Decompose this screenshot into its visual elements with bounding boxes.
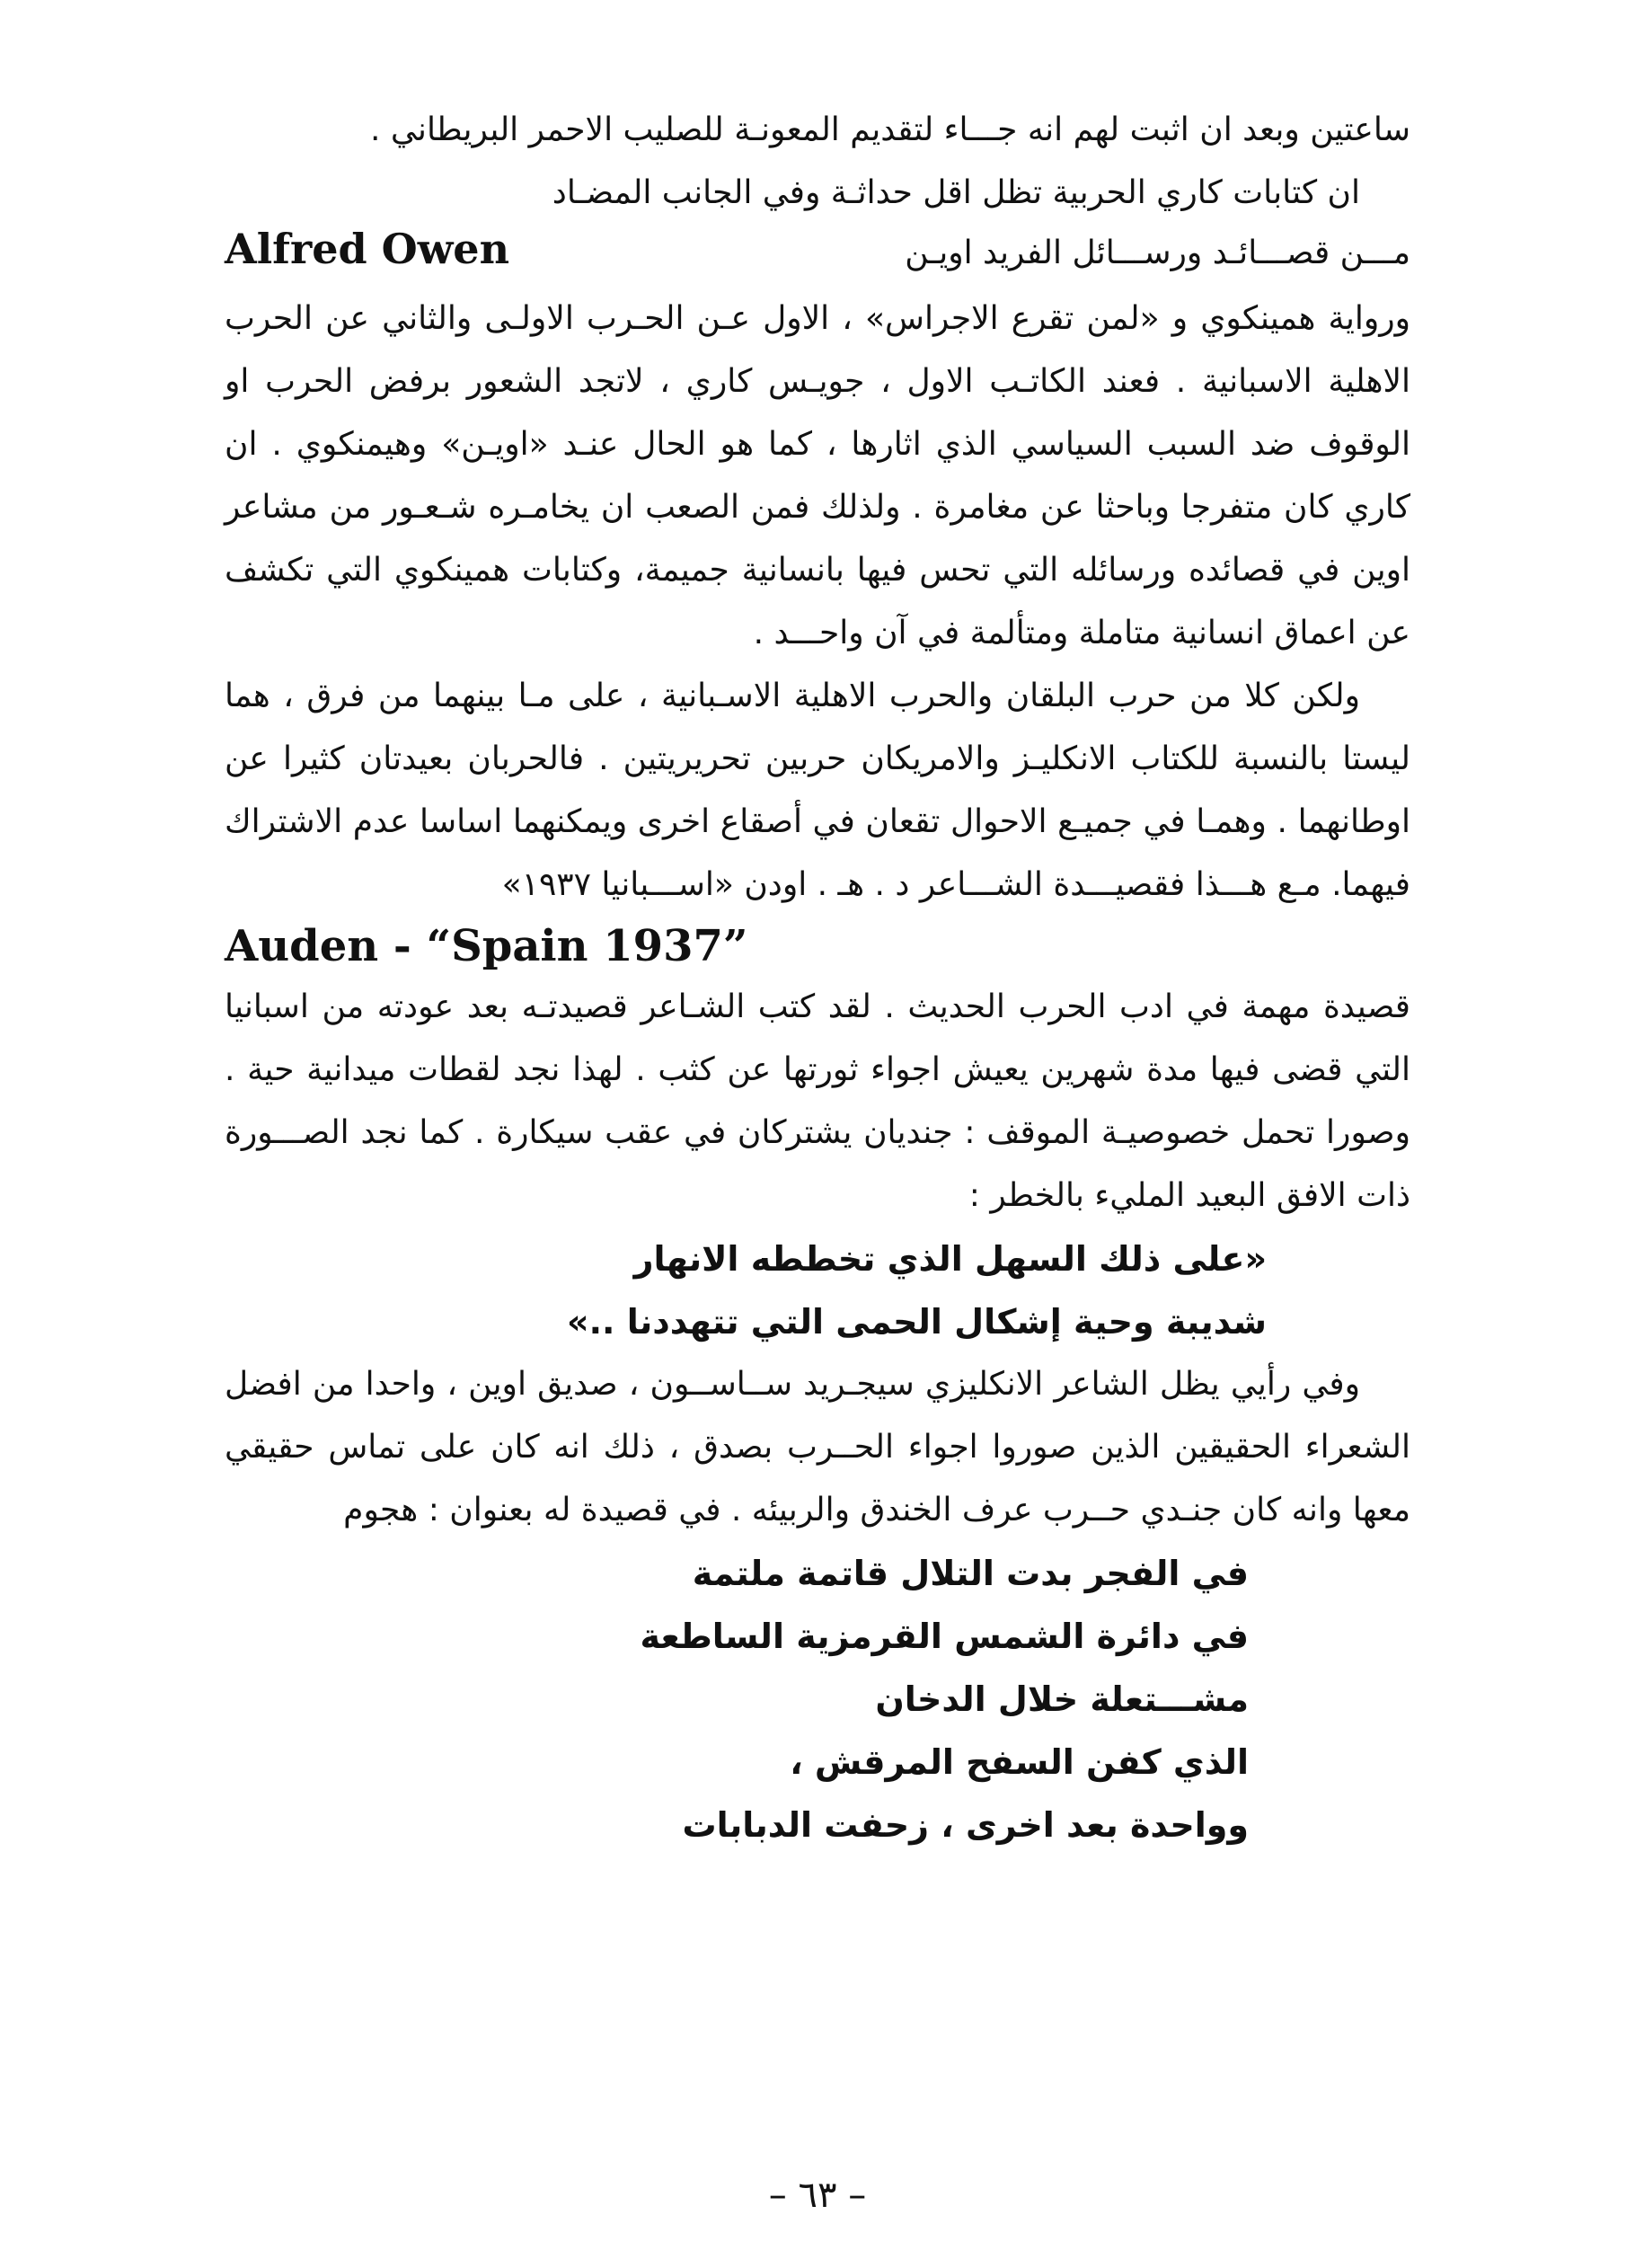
paragraph-cary-line1: ان كتابات كاري الحربية تظل اقل حداثـة وفي الجانب المضـاد [552,174,1360,211]
poem-line-5: وواحدة بعد اخرى ، زحفت الدبابات [682,1805,1249,1845]
poem-line-1: في الفجر بدت التلال قاتمة ملتمة [692,1554,1249,1593]
poem-line-2: في دائرة الشمس القرمزية الساطعة [640,1617,1249,1656]
quote-line-2: شديبة وحية إشكال الحمى التي تتهددنا ..» [567,1302,1267,1342]
document-page [225,99,1410,2166]
poem-line-3: مشـــتعلة خلال الدخان [875,1679,1249,1719]
paragraph-balkan-spain: ولكن كلا من حرب البلقان والحرب الاهلية الاسـبانية ، على مـا بينهما من فرق ، هما ليستا بالنسبة للكتاب الانكليـز والامريكان حربين تحريريتين . فالحربان بعيدتان كثيرا عن اوطانهما . وهمـا في جميـع الاحوال تقعان في أصقاع اخرى ويمكنهما اساسا عدم الاشتراك فيهما. مـع هـــذا فقصيـــدة الشـــاعر د . هـ . اودن «اســـبانيا ۱۹۳۷» [225,678,1410,903]
owen-poems-text: مـــن قصـــائـد ورســـائل الفريد اويـن [905,235,1410,271]
paragraph-sassoon: وفي رأيي يظل الشاعر الانكليزي سيجـريد ســاســون ، صديق اوين ، واحدا من افضل الشعراء الحقيقين الذين صوروا اجواء الحــرب بصدق ، ذلك انه كان على تماس حقيقي معها وانه كان جنـدي حــرب عرف الخندق والربيئه . في قصيدة له بعنوان : هجوم [225,1366,1410,1528]
paragraph-auden-poem: قصيدة مهمة في ادب الحرب الحديث . لقد كتب الشـاعر قصيدتـه بعد عودته من اسبانيا التي قضى فيها مدة شهرين يعيش اجواء ثورتها عن كثب . لهذا نجد لقطات ميدانية حية . وصورا تحمل خصوصيـة الموقف : جنديان يشتركان في عقب سيكارة . كما نجد الصـــورة ذات الافق البعيد المليء بالخطر : [225,988,1410,1214]
paragraph-cary-hemingway: ورواية همينكوي و «لمن تقرع الاجراس» ، الاول عـن الحـرب الاولـى والثاني عن الحرب الاهلية الاسبانية . فعند الكاتـب الاول ، جويـس كاري ، لاتجد الشعور برفض الحرب او الوقوف ضد السبب السياسي الذي اثارها ، كما هو الحال عنـد «اويـن» وهيمنكوي . ان كاري كان متفرجا وباحثا عن مغامرة . ولذلك فمن الصعب ان يخامـره شـعـور من مشاعر اوين في قصائده ورسائله التي تحس فيها بانسانية جميمة، وكتابات همينكوي التي تكشف عن اعماق انسانية متاملة ومتألمة في آن واحـــد . [225,300,1410,651]
quote-line-1: «على ذلك السهل الذي تخططه الانهار [633,1239,1267,1279]
english-name-alfred-owen: Alfred Owen [225,225,510,273]
paragraph-red-cross: ساعتين وبعد ان اثبت لهم انه جـــاء لتقديم المعونـة للصليب الاحمر البريطاني . [370,111,1410,148]
page-number: – ٦٣ – [768,2175,867,2216]
alfred-owen-line [225,225,1410,288]
poem-line-4: الذي كفن السفح المرقش ، [790,1742,1249,1782]
english-auden-spain-title: Auden - “Spain 1937” [225,921,748,971]
